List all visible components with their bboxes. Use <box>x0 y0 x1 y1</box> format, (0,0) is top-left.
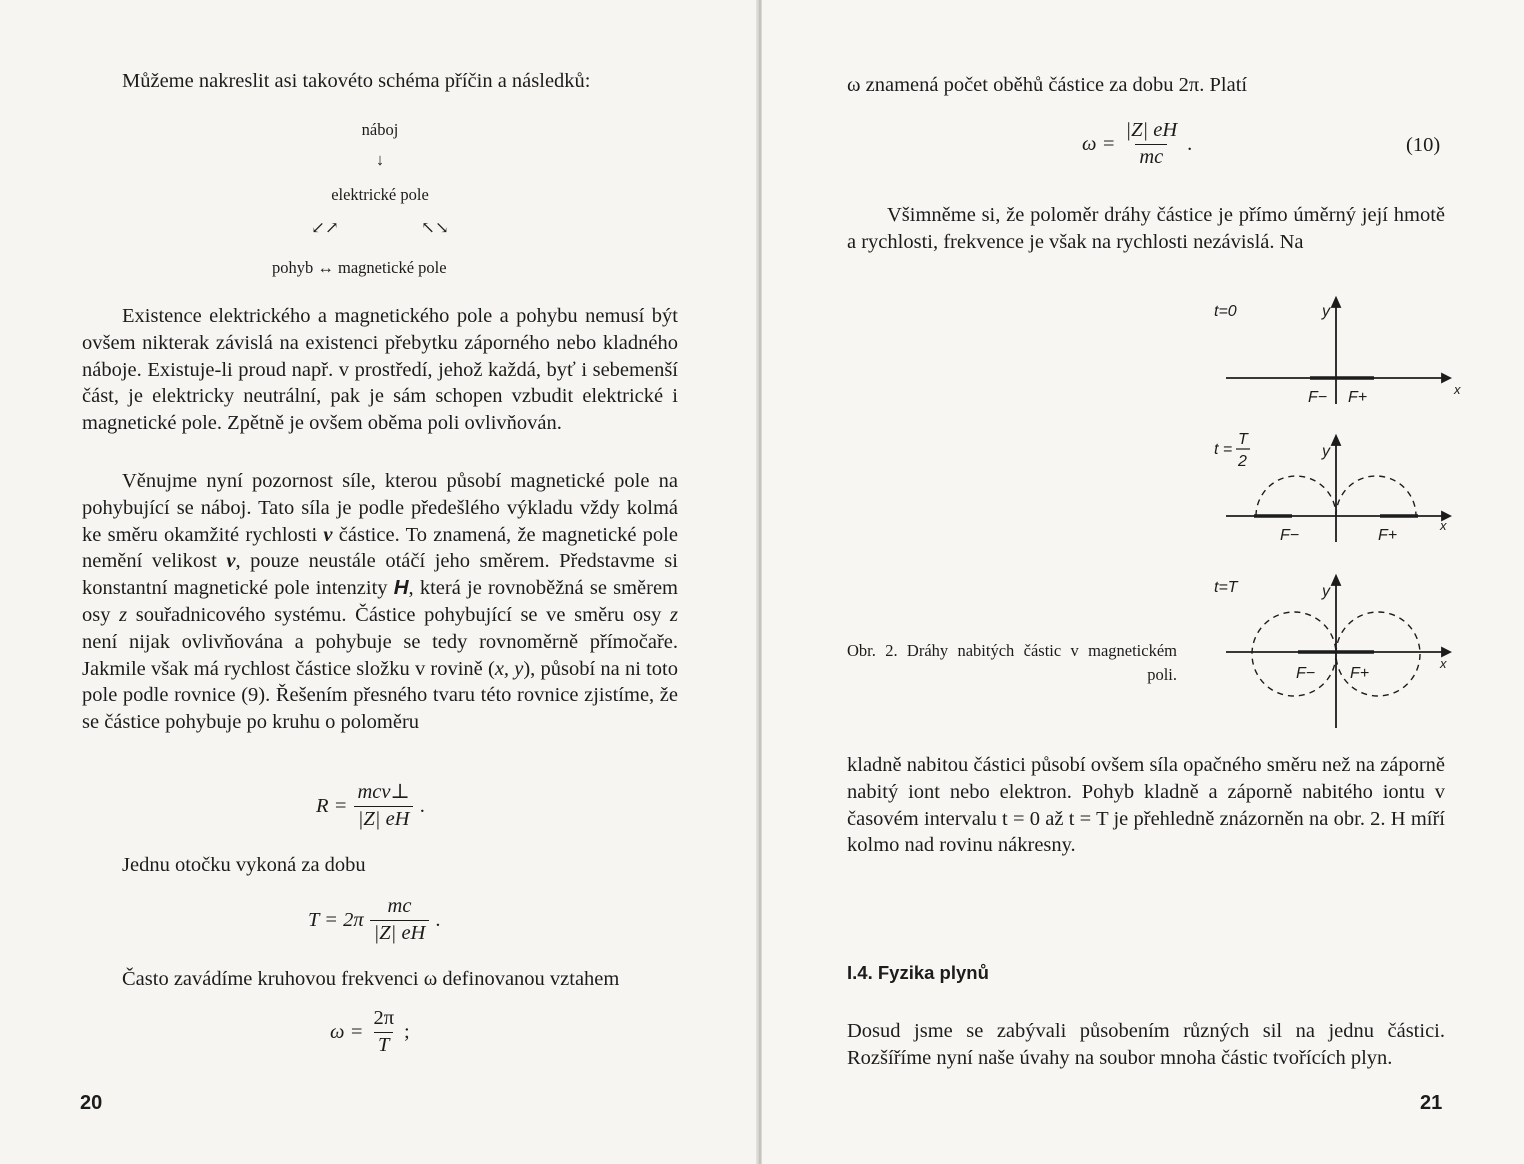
paragraph-gases: Dosud jsme se zabývali působením různých sil na jednu částici. Rozšíříme nyní naše úvahy na soubor mnoha částic tvořících plyn. <box>847 1020 1445 1069</box>
section-heading: I.4. Fyzika plynů <box>847 962 989 983</box>
figure-caption: Obr. 2. Dráhy nabitých částic v magnetickém poli. <box>847 640 1177 684</box>
scheme-down-arrow: ↓ <box>375 150 385 169</box>
scheme-electric-field: elektrické pole <box>331 185 429 204</box>
y-arrowhead-panel2 <box>1332 436 1340 445</box>
paragraph-positive-particle: kladně nabitou částici působí ovšem síla opačného směru než na záporně nabitý iont nebo elektron. Pohyb kladně a záporně nabitého iontu v časovém intervalu t = 0 až t = T je přehledně znázorněn na obr. 2. H míří kolmo nad rovinu nákresny. <box>847 754 1445 857</box>
label-tT: t=T <box>1214 579 1238 596</box>
equation-radius: R = $\frac{\text{mcv⊥}}{|Z| eH}$ . <box>316 780 425 832</box>
label-x-panel3: x <box>1440 656 1447 671</box>
scheme-double-arrow: ↔ <box>317 258 334 277</box>
turn-text: Jednu otočku vykoná za dobu <box>122 854 366 876</box>
paragraph-existence: Existence elektrického a magnetického pole a pohybu nemusí být ovšem nikterak závislá na existenci přebytku záporného nebo kladného náboje. Existuje-li proud např. v prostředí, jehož každá, byť i sebemenší část, je elektricky neutrální, pak je sám schopen vzbudit elektrické i magnetické pole. Zpětně je ovšem oběma poli ovlivňován. <box>82 305 678 435</box>
left-page <box>0 0 760 1164</box>
label-fplus-panel3: F+ <box>1350 665 1370 682</box>
label-tT2-t: t = <box>1214 441 1233 458</box>
y-arrowhead-panel3 <box>1332 576 1340 585</box>
scheme-motion: pohyb <box>272 258 314 277</box>
negative-half-orbit <box>1256 476 1336 516</box>
x-arrowhead-panel3 <box>1442 648 1450 656</box>
right-page <box>762 0 1524 1164</box>
label-fplus-panel2: F+ <box>1378 527 1398 544</box>
label-x-panel1: x <box>1454 382 1461 397</box>
negative-full-orbit <box>1252 612 1336 696</box>
scheme-left-arrows: ↙↗ <box>311 218 339 237</box>
figure-particle-orbits <box>1214 292 1466 736</box>
scheme-bottom-row <box>272 258 447 278</box>
scheme-magnetic-field: magnetické pole <box>338 258 447 277</box>
label-fplus-panel1: F+ <box>1348 389 1368 406</box>
paragraph-magnetic-force: Věnujme nyní pozornost síle, kterou působí magnetické pole na pohybující se náboj. Tato síla je podle předešlého výkladu vždy kolmá ke směru okamžité rychlosti v částice. To znamená, že magnetické pole nemění velikost v, pouze neustále otáčí jeho směrem. Představme si konstantní magnetické pole intenzity H, která je rovnoběžná se směrem osy z souřadnicového systému. Částice pohybující se ve směru osy z není nijak ovlivňována a pohybuje se tedy rovnoměrně přímočaře. Jakmile však má rychlost částice složku v rovině (x, y), působí na ni toto pole podle rovnice (9). Řešením přesného tvaru této rovnice zjistíme, že se částice pohybuje po kruhu o poloměru <box>82 470 679 734</box>
scheme-charge: náboj <box>361 120 399 139</box>
omega-meaning: ω znamená počet oběhů částice za dobu 2π. Platí <box>847 74 1248 96</box>
label-y-panel1: y <box>1322 303 1330 320</box>
paragraph-radius-proportional: Všimněme si, že poloměr dráhy částice je přímo úměrný její hmotě a rychlosti, frekvence je však na rychlosti nezávislá. Na <box>847 204 1445 253</box>
positive-half-orbit <box>1336 476 1416 516</box>
label-fminus-panel3: F− <box>1296 665 1316 682</box>
equation-number: (10) <box>1406 134 1441 156</box>
field-symbol: H <box>393 576 409 600</box>
y-arrowhead-panel1 <box>1332 298 1340 307</box>
label-fminus-panel1: F− <box>1308 389 1328 406</box>
omega-text: Často zavádíme kruhovou frekvenci ω definovanou vztahem <box>122 968 620 990</box>
label-y-panel3: y <box>1322 583 1330 600</box>
label-t0: t=0 <box>1214 303 1237 320</box>
x-arrowhead-panel1 <box>1442 374 1450 382</box>
page-number-left: 20 <box>80 1092 103 1114</box>
label-tT2-num: T <box>1238 431 1248 448</box>
equation-period: T = 2π $\frac{mc}{|Z| eH}$ . <box>308 894 440 946</box>
label-tT2-den: 2 <box>1238 453 1247 470</box>
velocity-symbol: v <box>226 550 236 573</box>
scheme-right-arrows: ↖↘ <box>421 218 449 237</box>
intro-line: Můžeme nakreslit asi takovéto schéma příčin a následků: <box>122 70 591 92</box>
label-y-panel2: y <box>1322 443 1330 460</box>
equation-10: ω = $\frac{|Z| eH}{mc}$ . <box>1082 118 1192 170</box>
positive-full-orbit <box>1336 612 1420 696</box>
label-x-panel2: x <box>1440 518 1447 533</box>
page-number-right: 21 <box>1420 1092 1443 1114</box>
velocity-symbol: v <box>323 523 333 546</box>
label-fminus-panel2: F− <box>1280 527 1300 544</box>
equation-omega: ω = $\frac{2\pi}{T}$ ; <box>330 1006 410 1058</box>
